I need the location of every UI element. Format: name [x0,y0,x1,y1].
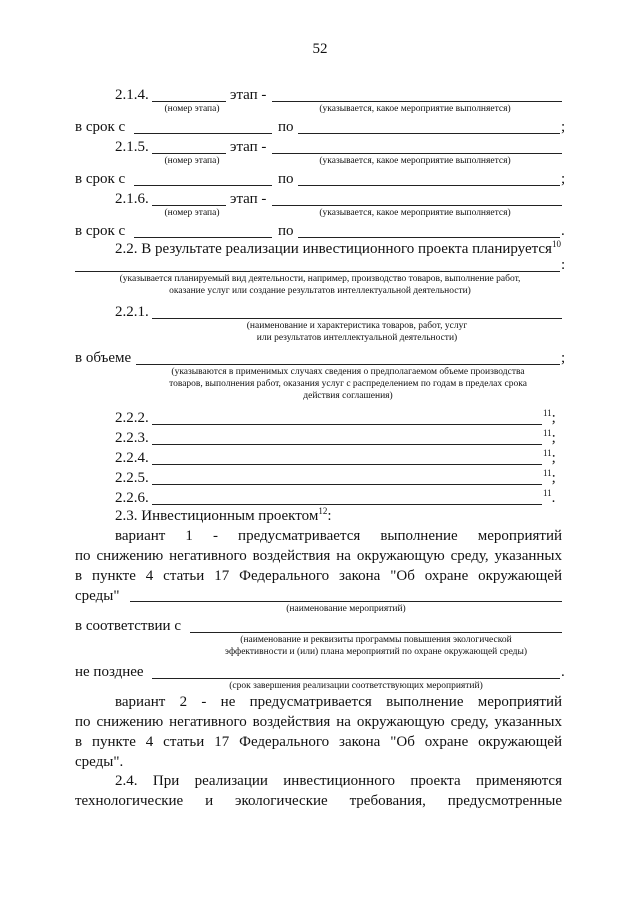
line-end: ; [561,171,566,187]
item-2-2-1-caption-2: или результатов интеллектуальной деятельности) [256,333,458,343]
line-end: ; [551,450,556,466]
sub-item-field[interactable] [152,504,542,505]
sub-item-number: 2.2.6. [115,490,149,506]
section-2-4-line-1: 2.4. При реализации инвестиционного проекта применяются [115,773,562,789]
line-end: . [551,490,556,506]
line-end: ; [551,470,556,486]
accordance-caption-2: эффективности и (или) плана мероприятий по охране окружающей среды) [224,647,528,657]
stage-number-field[interactable] [152,153,226,154]
line-end: ; [551,430,556,446]
stage-action-field[interactable] [272,153,562,154]
accordance-field[interactable] [190,632,562,633]
stage-number: 2.1.6. [115,191,149,207]
stage-number-field[interactable] [152,101,226,102]
line-end: . [561,223,565,239]
term-to-field[interactable] [298,133,560,134]
sub-item-field[interactable] [152,444,542,445]
volume-label: в объеме [75,350,132,366]
volume-field[interactable] [136,364,560,365]
activity-type-caption-1: (указывается планируемый вид деятельности, например, производство товаров, выполнение работ, [119,274,521,284]
term-from-field[interactable] [134,133,272,134]
section-2-3-heading [115,507,332,525]
stage-action-field[interactable] [272,205,562,206]
sub-item-end [543,489,555,507]
measures-caption: (наименование мероприятий) [286,604,406,614]
stage-word: этап - [230,139,267,155]
term-from-field[interactable] [134,237,272,238]
heading-colon: : [327,508,332,524]
stage-word: этап - [230,87,267,103]
term-from-field[interactable] [134,185,272,186]
stage-number-caption: (номер этапа) [164,208,220,218]
footnote-ref: 11 [543,428,552,438]
sub-item-end [543,469,556,487]
line-end: ; [561,119,566,135]
stage-number-caption: (номер этапа) [164,156,220,166]
sub-item-number: 2.2.2. [115,410,149,426]
item-2-2-1-number: 2.2.1. [115,304,149,320]
term-to-label: по [278,223,294,239]
term-from-label: в срок с [75,119,126,135]
footnote-ref: 12 [318,506,328,516]
footnote-ref: 11 [543,408,552,418]
term-to-label: по [278,171,294,187]
stage-action-caption: (указывается, какое мероприятие выполняется) [319,104,511,114]
stage-number-field[interactable] [152,205,226,206]
deadline-caption: (срок завершения реализации соответствующих мероприятий) [229,681,483,691]
stage-action-field[interactable] [272,101,562,102]
volume-caption-3: действия соглашения) [303,391,393,401]
footnote-ref: 10 [551,239,561,249]
sub-item-number: 2.2.4. [115,450,149,466]
sub-item-end [543,409,556,427]
measures-field[interactable] [130,601,562,602]
stage-number-caption: (номер этапа) [164,104,220,114]
stage-action-caption: (указывается, какое мероприятие выполняется) [319,208,511,218]
sub-item-field[interactable] [152,464,542,465]
footnote-ref: 11 [543,468,552,478]
accordance-label: в соответствии с [75,618,181,634]
variant-1-line-1: вариант 1 - предусматривается выполнение мероприятий [115,528,562,544]
variant-2-line-4: среды". [75,754,124,770]
section-2-3-text: 2.3. Инвестиционным проектом [115,508,319,524]
stage-number: 2.1.4. [115,87,149,103]
variant-2-line-3: в пункте 4 статьи 17 Федерального закона "Об охране окружающей [75,734,562,750]
sub-item-end [543,449,556,467]
sub-item-number: 2.2.5. [115,470,149,486]
section-2-2-heading [115,240,561,258]
stage-action-caption: (указывается, какое мероприятие выполняется) [319,156,511,166]
footnote-ref: 11 [543,488,552,498]
term-to-field[interactable] [298,185,560,186]
variant-1-line-3: в пункте 4 статьи 17 Федерального закона "Об охране окружающей [75,568,562,584]
section-2-2-text: 2.2. В результате реализации инвестиционного проекта планируется [115,241,552,257]
volume-caption-1: (указываются в применимых случаях сведения о предполагаемом объеме производства [171,367,525,377]
variant-2-line-1: вариант 2 - не предусматривается выполнение мероприятий [115,694,562,710]
deadline-field[interactable] [152,678,560,679]
activity-type-caption-2: оказание услуг или создание результатов интеллектуальной деятельности) [169,286,471,296]
sub-item-number: 2.2.3. [115,430,149,446]
activity-type-field[interactable] [75,271,560,272]
volume-caption-2: товаров, выполнения работ, оказания услуг с распределением по годам в пределах срока [169,379,527,389]
section-2-4-line-2: технологические и экологические требования, предусмотренные [75,793,562,809]
variant-1-line-4: среды" [75,588,120,604]
term-from-label: в срок с [75,171,126,187]
sub-item-field[interactable] [152,424,542,425]
variant-1-line-2: по снижению негативного воздействия на окружающую среду, указанных [75,548,562,564]
item-2-2-1-caption-1: (наименование и характеристика товаров, работ, услуг [246,321,468,331]
term-to-field[interactable] [298,237,560,238]
term-to-label: по [278,119,294,135]
stage-number: 2.1.5. [115,139,149,155]
line-end: . [561,664,565,680]
item-2-2-1-field[interactable] [152,318,562,319]
stage-word: этап - [230,191,267,207]
line-end: : [561,257,566,273]
line-end: ; [551,410,556,426]
footnote-ref: 11 [543,448,552,458]
page-number: 52 [312,41,328,57]
sub-item-field[interactable] [152,484,542,485]
variant-2-line-2: по снижению негативного воздействия на окружающую среду, указанных [75,714,562,730]
term-from-label: в срок с [75,223,126,239]
accordance-caption-1: (наименование и реквизиты программы повышения экологической [240,635,512,645]
not-later-label: не позднее [75,664,144,680]
sub-item-end [543,429,556,447]
line-end: ; [561,350,566,366]
